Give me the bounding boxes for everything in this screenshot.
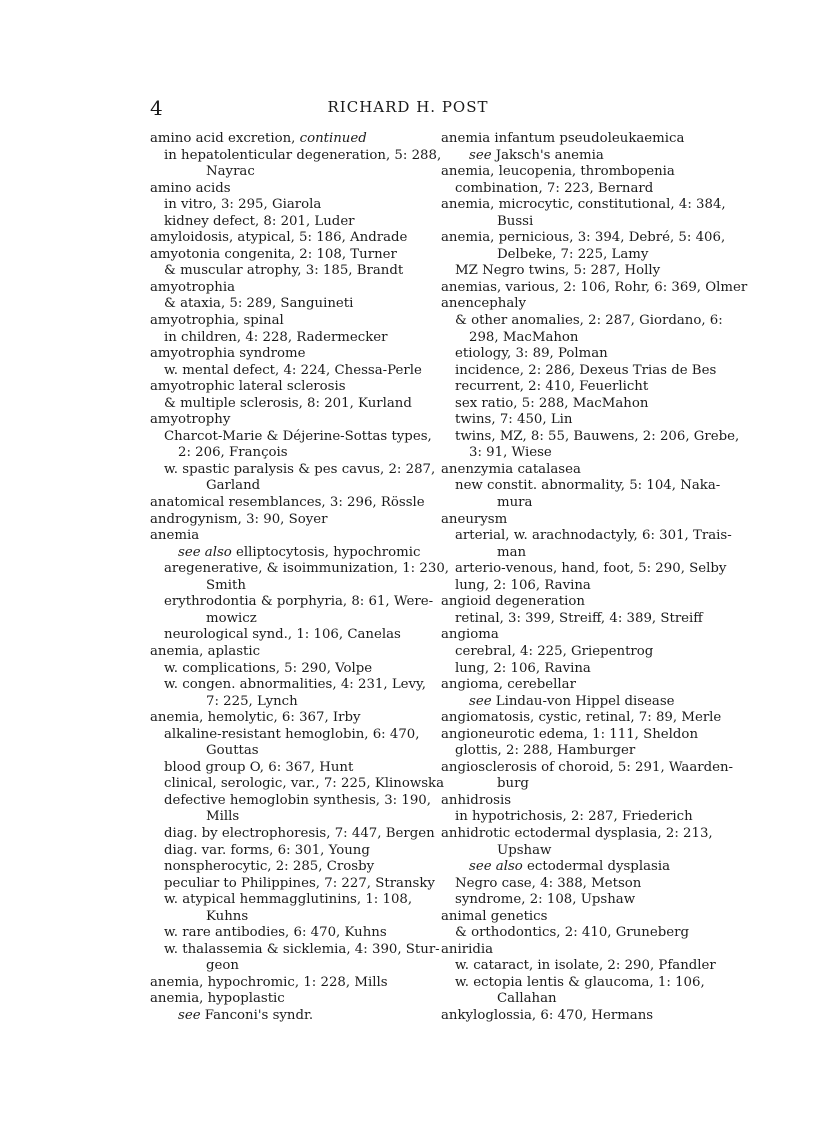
index-subentry: glottis, 2: 288, Hamburger [455, 743, 636, 759]
index-heading: anhidrotic ectodermal dysplasia, 2: 213, [441, 825, 713, 841]
index-subentry: w. congen. abnormalities, 4: 231, Levy, [164, 677, 427, 693]
index-subentry [150, 545, 430, 562]
index-heading: amyotrophia syndrome [150, 346, 306, 362]
index-subentry [441, 694, 724, 711]
index-subentry: Garland [206, 478, 261, 494]
index-subentry: w. thalassemia & sicklemia, 4: 390, Stur- [164, 941, 440, 957]
cross-reference-label: see also [178, 544, 232, 560]
index-subentry: defective hemoglobin synthesis, 3: 190, [164, 792, 431, 808]
index-heading: anatomical resemblances, 3: 296, Rössle [150, 495, 425, 511]
index-subentry: arterial, w. arachnodactyly, 6: 301, Trais- [455, 528, 732, 544]
index-heading: amyotrophy [150, 412, 231, 428]
index-subentry: w. complications, 5: 290, Volpe [164, 660, 373, 676]
index-subentry: w. cataract, in isolate, 2: 290, Pfandler [455, 958, 716, 974]
entry-text: ectodermal dysplasia [522, 859, 671, 875]
index-column-left [150, 131, 450, 1025]
index-subentry: mura [497, 495, 533, 511]
index-subentry: 2: 206, François [178, 445, 288, 461]
index-subentry: burg [497, 776, 529, 792]
running-head: RICHARD H. POST [327, 98, 489, 116]
index-subentry: neurological synd., 1: 106, Canelas [164, 627, 401, 643]
index-subentry: in hypotrichosis, 2: 287, Friederich [455, 809, 693, 825]
index-subentry: MZ Negro twins, 5: 287, Holly [455, 263, 661, 279]
index-heading: amyotrophia [150, 279, 236, 295]
entry-text: Fanconi's syndr. [200, 1007, 314, 1023]
index-subentry: mowicz [206, 610, 257, 626]
index-heading: amyloidosis, atypical, 5: 186, Andrade [150, 230, 408, 246]
index-subentry: 3: 91, Wiese [469, 445, 552, 461]
index-subentry: retinal, 3: 399, Streiff, 4: 389, Streiff [455, 610, 703, 626]
index-subentry: lung, 2: 106, Ravina [455, 577, 591, 593]
index-heading: anemia, hypoplastic [150, 991, 285, 1007]
index-subentry: alkaline-resistant hemoglobin, 6: 470, [164, 726, 420, 742]
index-subentry: & muscular atrophy, 3: 185, Brandt [164, 263, 404, 279]
index-heading: angioma, cerebellar [441, 677, 576, 693]
index-heading: amino acids [150, 180, 231, 196]
index-heading: anemia [150, 528, 200, 544]
index-subentry: & ataxia, 5: 289, Sanguineti [164, 296, 354, 312]
index-subentry: Delbeke, 7: 225, Lamy [497, 246, 649, 262]
index-heading: anemia, hemolytic, 6: 367, Irby [150, 710, 361, 726]
index-subentry: diag. by electrophoresis, 7: 447, Bergen [164, 825, 435, 841]
index-subentry: Upshaw [497, 842, 552, 858]
index-heading: androgynism, 3: 90, Soyer [150, 511, 328, 527]
index-heading: angiomatosis, cystic, retinal, 7: 89, Merle [441, 710, 722, 726]
index-heading: aneurysm [441, 511, 508, 527]
continued-label: continued [299, 131, 367, 146]
index-subentry: recurrent, 2: 410, Feuerlicht [455, 379, 649, 395]
index-heading: anemia, pernicious, 3: 394, Debré, 5: 406, [441, 230, 726, 246]
index-subentry: new constit. abnormality, 5: 104, Naka- [455, 478, 721, 494]
entry-text: Lindau-von Hippel disease [491, 693, 675, 709]
index-subentry: incidence, 2: 286, Dexeus Trias de Bes [455, 362, 717, 378]
index-subentry: in vitro, 3: 295, Giarola [164, 197, 322, 213]
index-subentry: diag. var. forms, 6: 301, Young [164, 842, 370, 858]
index-subentry: peculiar to Philippines, 7: 227, Stransky [164, 875, 435, 891]
index-subentry: cerebral, 4: 225, Griepentrog [455, 643, 654, 659]
index-subentry: nonspherocytic, 2: 285, Crosby [164, 859, 375, 875]
index-subentry: Bussi [497, 213, 534, 229]
index-heading: anencephaly [441, 296, 527, 312]
index-subentry: twins, MZ, 8: 55, Bauwens, 2: 206, Grebe, [455, 428, 740, 444]
index-subentry: erythrodontia & porphyria, 8: 61, Were- [164, 594, 434, 610]
index-subentry: & other anomalies, 2: 287, Giordano, 6: [455, 313, 723, 329]
index-subentry: Callahan [497, 991, 557, 1007]
index-subentry: Charcot-Marie & Déjerine-Sottas types, [164, 428, 432, 444]
index-heading: aniridia [441, 941, 494, 957]
index-heading [150, 131, 430, 148]
index-subentry: aregenerative, & isoimmunization, 1: 230, [164, 561, 450, 577]
entry-text: elliptocytosis, hypochromic [231, 544, 421, 560]
index-subentry: Kuhns [206, 908, 249, 924]
index-subentry: Nayrac [206, 164, 255, 180]
index-subentry [441, 148, 724, 165]
index-subentry [441, 859, 724, 876]
index-heading: anemias, various, 2: 106, Rohr, 6: 369, Olmer [441, 279, 748, 295]
index-column-right [441, 131, 748, 1025]
entry-text: Jaksch's anemia [491, 147, 604, 163]
index-subentry: Smith [206, 577, 246, 593]
index-heading: anemia, microcytic, constitutional, 4: 384, [441, 197, 726, 213]
cross-reference-label: see [178, 1007, 201, 1023]
index-subentry: & orthodontics, 2: 410, Gruneberg [455, 925, 689, 941]
index-heading: animal genetics [441, 908, 548, 924]
index-heading: amyotrophia, spinal [150, 313, 284, 329]
index-subentry: w. ectopia lentis & glaucoma, 1: 106, [455, 974, 705, 990]
index-heading: anemia, aplastic [150, 643, 261, 659]
index-heading: anemia, hypochromic, 1: 228, Mills [150, 974, 388, 990]
index-subentry: kidney defect, 8: 201, Luder [164, 213, 355, 229]
index-subentry [150, 1008, 430, 1025]
index-subentry: twins, 7: 450, Lin [455, 412, 573, 428]
index-subentry: w. rare antibodies, 6: 470, Kuhns [164, 925, 387, 941]
entry-text: amino acid excretion, [150, 131, 300, 146]
index-subentry: in hepatolenticular degeneration, 5: 288, [164, 147, 442, 163]
index-subentry: man [497, 544, 527, 560]
index-heading: amyotrophic lateral sclerosis [150, 379, 346, 395]
index-heading: angioid degeneration [441, 594, 585, 610]
index-subentry: 7: 225, Lynch [206, 693, 298, 709]
index-subentry: clinical, serologic, var., 7: 225, Klinowska [164, 776, 445, 792]
index-subentry: combination, 7: 223, Bernard [455, 180, 654, 196]
page-number: 4 [150, 96, 163, 120]
index-subentry: blood group O, 6: 367, Hunt [164, 759, 354, 775]
index-heading: angioma [441, 627, 499, 643]
index-heading: anemia, leucopenia, thrombopenia [441, 164, 675, 180]
index-subentry: geon [206, 958, 239, 974]
cross-reference-label: see [469, 147, 492, 163]
index-heading: anenzymia catalasea [441, 461, 581, 477]
index-heading: anemia infantum pseudoleukaemica [441, 131, 685, 146]
index-subentry: arterio-venous, hand, foot, 5: 290, Selby [455, 561, 727, 577]
index-subentry: Gouttas [206, 743, 259, 759]
index-subentry: w. atypical hemmagglutinins, 1: 108, [164, 892, 413, 908]
index-subentry: & multiple sclerosis, 8: 201, Kurland [164, 395, 412, 411]
cross-reference-label: see [469, 693, 492, 709]
index-subentry: Negro case, 4: 388, Metson [455, 875, 642, 891]
index-subentry: in children, 4: 228, Radermecker [164, 329, 388, 345]
index-subentry: w. mental defect, 4: 224, Chessa-Perle [164, 362, 422, 378]
cross-reference-label: see also [469, 859, 523, 875]
index-heading: angioneurotic edema, 1: 111, Sheldon [441, 726, 699, 742]
index-subentry: 298, MacMahon [469, 329, 579, 345]
index-subentry: sex ratio, 5: 288, MacMahon [455, 395, 649, 411]
index-subentry: syndrome, 2: 108, Upshaw [455, 892, 636, 908]
index-subentry: Mills [206, 809, 240, 825]
index-subentry: lung, 2: 106, Ravina [455, 660, 591, 676]
index-heading: ankyloglossia, 6: 470, Hermans [441, 1007, 654, 1023]
index-heading: amyotonia congenita, 2: 108, Turner [150, 246, 397, 262]
index-heading: anhidrosis [441, 792, 512, 808]
index-subentry: w. spastic paralysis & pes cavus, 2: 287, [164, 461, 436, 477]
index-heading: angiosclerosis of choroid, 5: 291, Waarden- [441, 759, 734, 775]
index-subentry: etiology, 3: 89, Polman [455, 346, 608, 362]
